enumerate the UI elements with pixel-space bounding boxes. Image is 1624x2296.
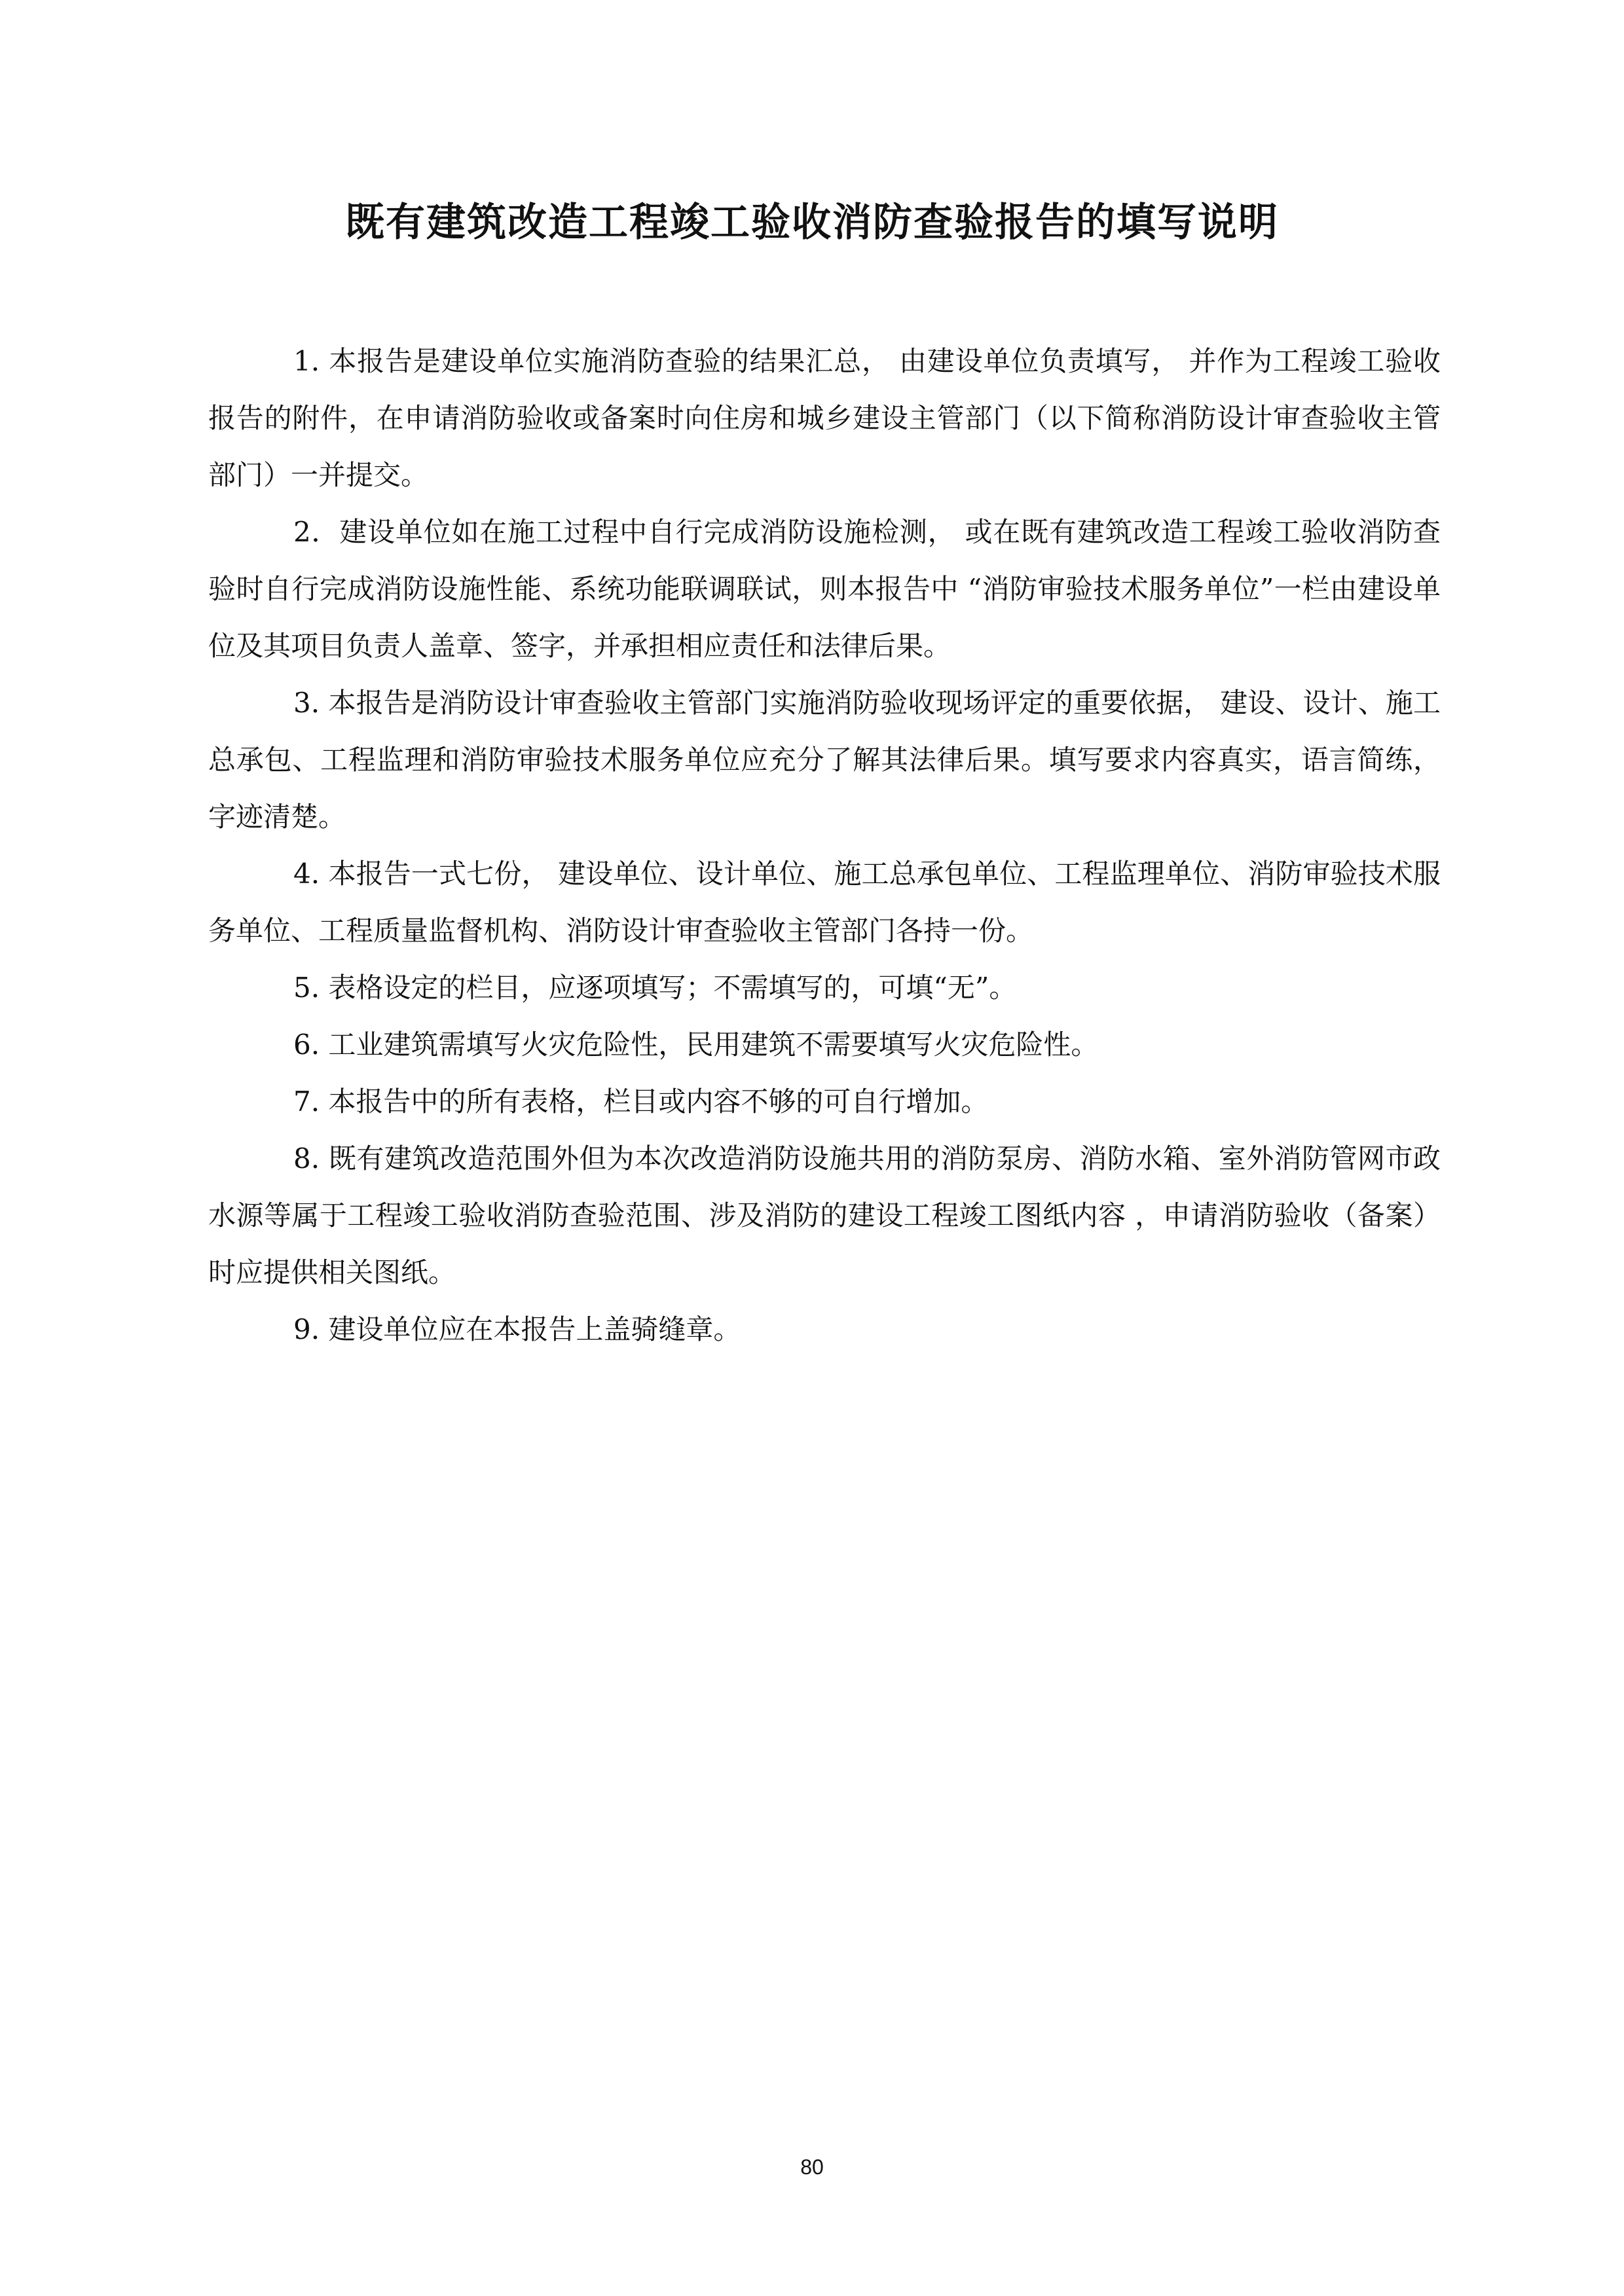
instruction-item-8: 8. 既有建筑改造范围外但为本次改造消防设施共用的消防泵房、消防水箱、室外消防管网市政水源等属于工程竣工验收消防查验范围、涉及消防的建设工程竣工图纸内容 ，申请消防验收（备案）时应提供相关图纸。 <box>208 1142 1441 1288</box>
instruction-item-9: 9. 建设单位应在本报告上盖骑缝章。 <box>293 1313 741 1345</box>
instruction-item-4: 4. 本报告一式七份， 建设单位、设计单位、施工总承包单位、工程监理单位、消防审验技术服务单位、工程质量监督机构、消防设计审查验收主管部门各持一份。 <box>208 858 1441 947</box>
instruction-item-1: 1. 本报告是建设单位实施消防查验的结果汇总， 由建设单位负责填写， 并作为工程竣工验收报告的附件，在申请消防验收或备案时向住房和城乡建设主管部门（以下简称消防设计审查验收主管部门）一并提交。 <box>208 345 1441 491</box>
page-title: 既有建筑改造工程竣工验收消防查验报告的填写说明 <box>345 200 1279 246</box>
instruction-item-7: 7. 本报告中的所有表格，栏目或内容不够的可自行增加。 <box>293 1085 989 1118</box>
page-number: 80 <box>800 2155 824 2179</box>
instruction-item-2: 2．建设单位如在施工过程中自行完成消防设施检测， 或在既有建筑改造工程竣工验收消防查验时自行完成消防设施性能、系统功能联调联试，则本报告中 “消防审验技术服务单位”一栏由建设单位及其项目负责人盖章、签字，并承担相应责任和法律后果。 <box>208 516 1441 662</box>
instruction-item-5: 5. 表格设定的栏目，应逐项填写；不需填写的，可填“无”。 <box>293 972 1017 1004</box>
instructions-body <box>208 333 1441 1358</box>
instruction-item-3: 3. 本报告是消防设计审查验收主管部门实施消防验收现场评定的重要依据， 建设、设计、施工总承包、工程监理和消防审验技术服务单位应充分了解其法律后果。填写要求内容真实，语言简练，字迹清楚。 <box>208 687 1441 833</box>
instruction-item-6: 6. 工业建筑需填写火灾危险性，民用建筑不需要填写火灾危险性。 <box>293 1029 1099 1061</box>
